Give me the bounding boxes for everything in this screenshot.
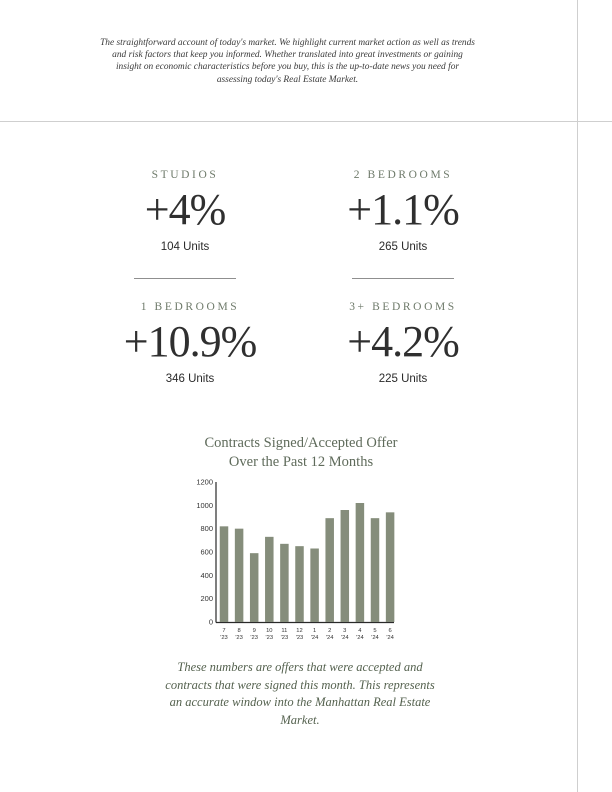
y-tick-label: 800 xyxy=(200,524,213,534)
bar xyxy=(280,544,289,622)
stat-3-plus-bedrooms xyxy=(303,301,503,385)
y-tick-label: 1000 xyxy=(196,500,213,510)
x-tick-label-month: 5 xyxy=(373,628,377,634)
stat-units: 104 Units xyxy=(160,241,210,253)
bar xyxy=(325,518,334,622)
x-tick-label-month: 12 xyxy=(296,628,303,634)
stat-value: +4% xyxy=(144,185,226,234)
stat-2-bedrooms xyxy=(303,169,503,253)
stat-1-bedrooms xyxy=(90,301,290,385)
x-tick-label-month: 1 xyxy=(312,628,317,634)
x-tick-label-year: '23 xyxy=(265,635,274,641)
stat-studios xyxy=(85,169,285,253)
chart-title-line-2: Over the Past 12 Months xyxy=(228,454,374,470)
bar xyxy=(356,503,365,622)
bar xyxy=(235,529,244,622)
stat-value: +4.2% xyxy=(347,317,459,366)
chart-title xyxy=(156,434,446,472)
header-divider-rule xyxy=(0,121,612,122)
x-tick-label-year: '24 xyxy=(356,635,364,641)
page-edge-vertical-rule xyxy=(577,0,578,792)
x-tick-label-month: 3 xyxy=(343,628,347,634)
stat-divider-left xyxy=(134,278,236,279)
x-tick-label-year: '24 xyxy=(371,635,379,641)
y-tick-label: 600 xyxy=(200,547,213,557)
stat-units: 225 Units xyxy=(378,373,428,385)
stat-title: 1 BEDROOMS xyxy=(140,301,240,313)
intro-paragraph: The straightforward account of today's market. We highlight current market action as well as trends and risk factors that keep you informed. Whether translated into great investments or gaining insight on economic characteristics before you buy, this is the up-to-date news you need for assessing today's Real Estate Market. xyxy=(100,38,475,85)
bar xyxy=(310,549,319,623)
x-tick-label-year: '23 xyxy=(280,635,289,641)
stat-title: 2 BEDROOMS xyxy=(353,169,453,181)
stat-divider-right xyxy=(352,278,454,279)
x-tick-label-year: '23 xyxy=(295,635,304,641)
x-tick-label-year: '23 xyxy=(220,635,228,641)
x-tick-label-month: 4 xyxy=(358,628,362,634)
x-tick-label-month: 7 xyxy=(222,628,226,634)
stat-units: 346 Units xyxy=(165,373,215,385)
bar xyxy=(295,546,304,622)
x-tick-label-year: '24 xyxy=(310,635,319,641)
bar xyxy=(371,518,380,622)
y-tick-label: 400 xyxy=(200,570,213,580)
x-tick-label-month: 2 xyxy=(328,628,332,634)
bar xyxy=(250,553,259,622)
x-tick-label-year: '23 xyxy=(250,635,258,641)
y-tick-label: 1200 xyxy=(196,477,213,487)
stat-title: STUDIOS xyxy=(151,169,219,181)
bar xyxy=(265,537,274,622)
x-tick-label-month: 10 xyxy=(266,628,273,634)
x-tick-label-month: 6 xyxy=(388,628,392,634)
bar xyxy=(386,512,395,622)
bar xyxy=(341,510,350,622)
stat-value: +10.9% xyxy=(123,317,257,366)
stat-title: 3+ BEDROOMS xyxy=(349,301,457,313)
x-tick-label-year: '23 xyxy=(235,635,243,641)
x-tick-label-year: '24 xyxy=(386,635,394,641)
x-tick-label-year: '24 xyxy=(325,635,334,641)
contracts-bar-chart xyxy=(180,474,410,646)
chart-title-line-1: Contracts Signed/Accepted Offer xyxy=(204,435,398,451)
y-tick-label: 200 xyxy=(200,594,213,604)
bar xyxy=(220,526,229,622)
x-tick-label-month: 9 xyxy=(252,628,256,634)
y-tick-label: 0 xyxy=(208,617,213,627)
stat-units: 265 Units xyxy=(378,241,428,253)
x-tick-label-month: 11 xyxy=(281,628,288,634)
x-tick-label-month: 8 xyxy=(237,628,241,634)
stat-value: +1.1% xyxy=(347,185,459,234)
chart-caption: These numbers are offers that were accepted and contracts that were signed this month. This represents an accurate window into the Manhattan Real Estate Market. xyxy=(165,660,435,727)
x-tick-label-year: '24 xyxy=(341,635,349,641)
